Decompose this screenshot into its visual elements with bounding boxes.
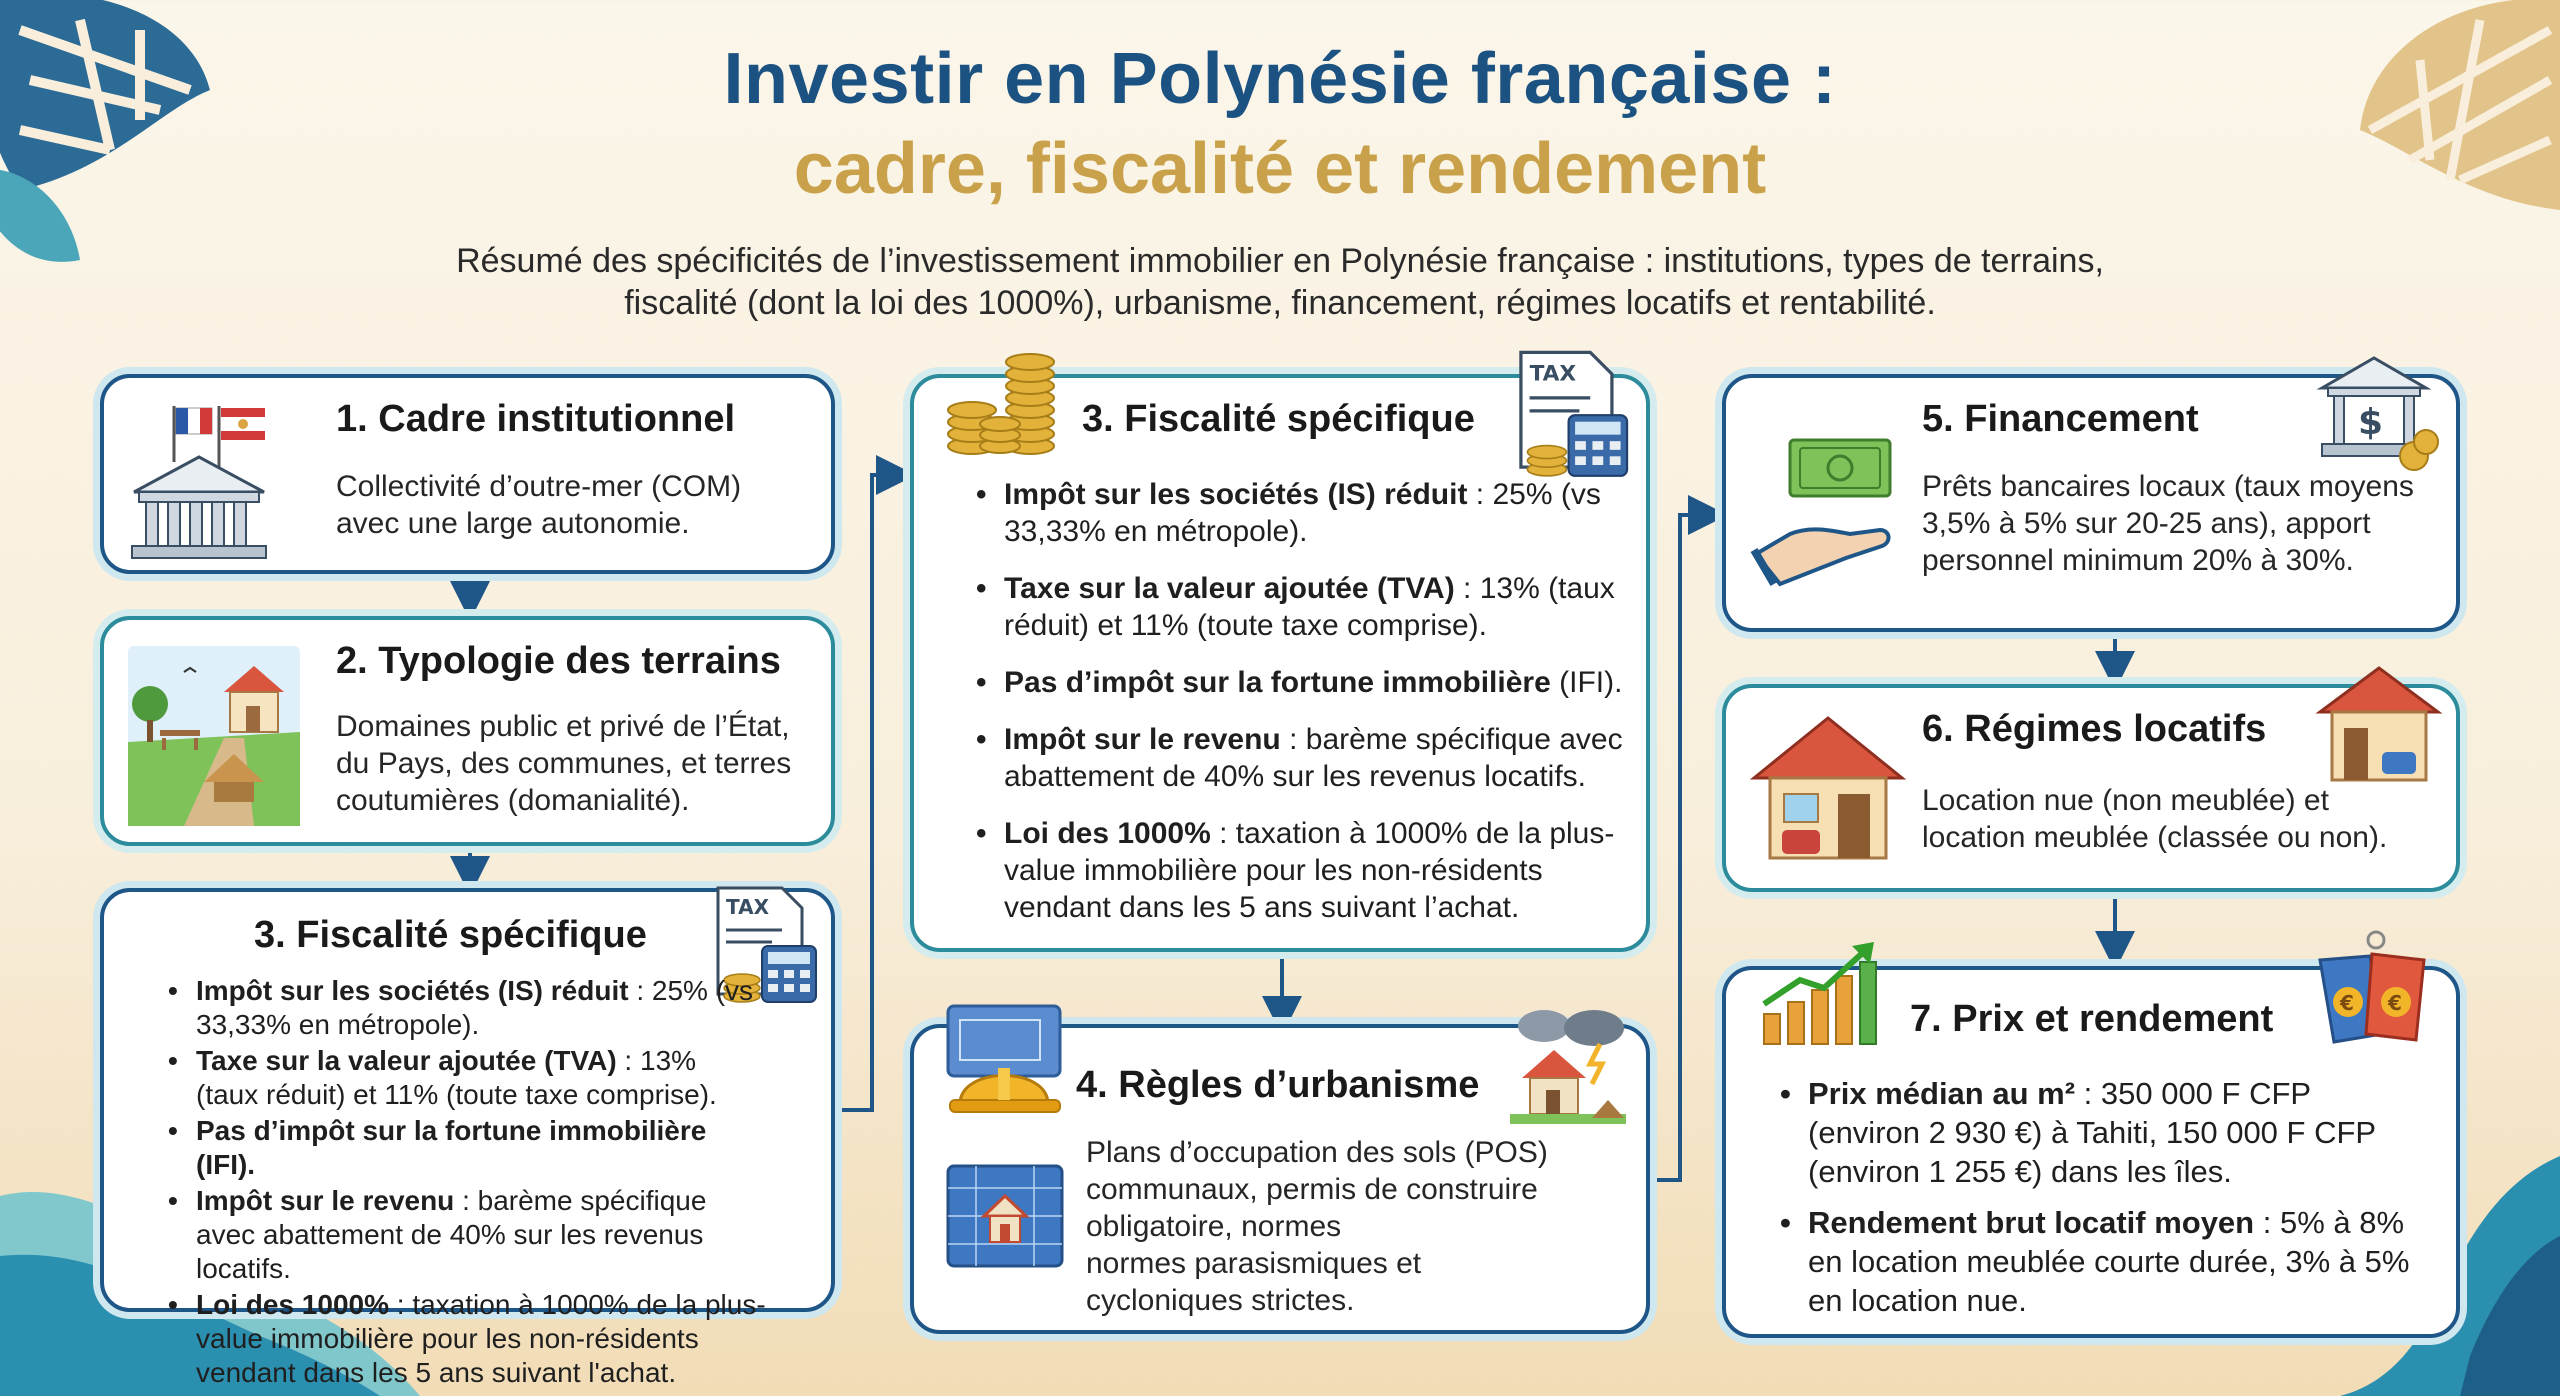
growth-chart-icon xyxy=(1756,940,1886,1050)
card-tax-detail xyxy=(910,361,1650,952)
svg-text:TAX: TAX xyxy=(726,895,769,919)
card-6-text: Location nue (non meublée) et location meublée (classée ou non). xyxy=(1922,784,2388,854)
list-item: • Impôt sur le revenu : barème spécifique avec abattement de 40% sur les revenus locatifs. xyxy=(974,721,1634,795)
arrow-3-to-3b xyxy=(835,475,900,1110)
list-item: • Impôt sur le revenu : barème spécifique avec abattement de 40% sur les revenus locatifs. xyxy=(166,1184,766,1286)
card-7-list xyxy=(1778,1074,2428,1332)
arrow-4-to-5 xyxy=(1650,515,1712,1180)
card-urban-planning xyxy=(910,1024,1650,1334)
svg-text:€: € xyxy=(2388,991,2402,1015)
hard-hat-blueprint-icon xyxy=(940,1000,1070,1120)
card-5-title: 5. Financement xyxy=(1922,398,2199,440)
card-3b-list xyxy=(974,476,1634,946)
list-item: • Impôt sur les sociétés (IS) réduit : 25% (vs 33,33% en métropole). xyxy=(166,974,766,1042)
list-item: • Prix médian au m² : 350 000 F CFP (environ 2 930 €) à Tahiti, 150 000 F CFP (environ 1 255 €) dans les îles. xyxy=(1778,1074,2428,1191)
card-5-text: Prêts bancaires locaux (taux moyens 3,5% à 5% sur 20-25 ans), apport personnel minimum 20% à 30%. xyxy=(1922,470,2414,577)
card-1-title: 1. Cadre institutionnel xyxy=(336,398,736,440)
description-line-2: fiscalité (dont la loi des 1000%), urbanisme, financement, régimes locatifs et rentabilité. xyxy=(624,284,1936,322)
list-item: • Pas d’impôt sur la fortune immobilière (IFI). xyxy=(974,664,1634,701)
list-item: • Taxe sur la valeur ajoutée (TVA) : 13% (taux réduit) et 11% (toute taxe comprise). xyxy=(974,570,1634,644)
card-4-text-line: Plans d’occupation des sols (POS) xyxy=(1086,1136,1548,1169)
list-item: • Loi des 1000% : taxation à 1000% de la plus-value immobilière pour les non-résidents vendant dans les 5 ans suivant l’achat. xyxy=(974,815,1634,926)
page-subtitle-heading: cadre, fiscalité et rendement xyxy=(793,129,1767,209)
card-3a-list xyxy=(166,974,766,1392)
card-6-title: 6. Régimes locatifs xyxy=(1922,708,2267,750)
list-item: • Impôt sur les sociétés (IS) réduit : 25% (vs 33,33% en métropole). xyxy=(974,476,1634,550)
card-4-text-line: cycloniques strictes. xyxy=(1086,1284,1355,1317)
coin-stacks-icon xyxy=(942,348,1062,458)
card-tax-summary xyxy=(100,888,835,1388)
svg-text:TAX: TAX xyxy=(1529,361,1577,387)
card-4-text-line: obligatoire, normes xyxy=(1086,1210,1342,1243)
description-line-1: Résumé des spécificités de l’investissement immobilier en Polynésie française : institutions, types de terrains, xyxy=(456,242,2104,280)
list-item: • Pas d’impôt sur la fortune immobilière (IFI). xyxy=(166,1114,766,1182)
card-institutional-framework xyxy=(100,374,835,574)
list-item: • Rendement brut locatif moyen : 5% à 8% en location meublée courte durée, 3% à 5% en location nue. xyxy=(1778,1203,2428,1320)
government-building-icon xyxy=(124,402,274,572)
tax-document-icon xyxy=(1514,348,1634,478)
card-4-text xyxy=(1086,1134,1626,1319)
card-2-title: 2. Typologie des terrains xyxy=(336,640,781,682)
price-tag-icon xyxy=(2306,930,2446,1060)
card-4-title: 4. Règles d’urbanisme xyxy=(1076,1064,1480,1106)
card-4-text-line: normes parasismiques et xyxy=(1086,1247,1422,1280)
furnished-house-icon xyxy=(2314,658,2444,788)
list-item: • Loi des 1000% : taxation à 1000% de la plus-value immobilière pour les non-résidents vendant dans les 5 ans suivant l'achat. xyxy=(166,1288,766,1390)
svg-text:€: € xyxy=(2340,991,2354,1015)
land-plot-icon xyxy=(124,642,304,832)
card-financing xyxy=(1722,374,2460,632)
card-4-text-line: communaux, permis de construire xyxy=(1086,1173,1538,1206)
house-icon xyxy=(1748,706,1908,866)
page-title: Investir en Polynésie française : xyxy=(723,39,1837,119)
card-1-text: Collectivité d’outre-mer (COM) avec une large autonomie. xyxy=(336,470,742,540)
storm-house-icon xyxy=(1504,1000,1634,1130)
list-item: • Taxe sur la valeur ajoutée (TVA) : 13% (taux réduit) et 11% (toute taxe comprise). xyxy=(166,1044,766,1112)
blueprint-house-icon xyxy=(940,1158,1070,1278)
card-2-text: Domaines public et privé de l’État, du Pays, des communes, et terres coutumières (domanialité). xyxy=(336,710,792,817)
card-7-title: 7. Prix et rendement xyxy=(1910,998,2274,1040)
card-rental-regimes xyxy=(1722,684,2460,892)
money-hand-icon xyxy=(1750,434,1900,594)
card-price-yield xyxy=(1722,966,2460,1338)
card-3b-title: 3. Fiscalité spécifique xyxy=(1082,398,1475,440)
svg-text:$: $ xyxy=(2358,402,2384,443)
card-land-typology xyxy=(100,616,835,846)
card-3a-title: 3. Fiscalité spécifique xyxy=(254,914,647,956)
bank-dollar-icon xyxy=(2314,348,2444,478)
